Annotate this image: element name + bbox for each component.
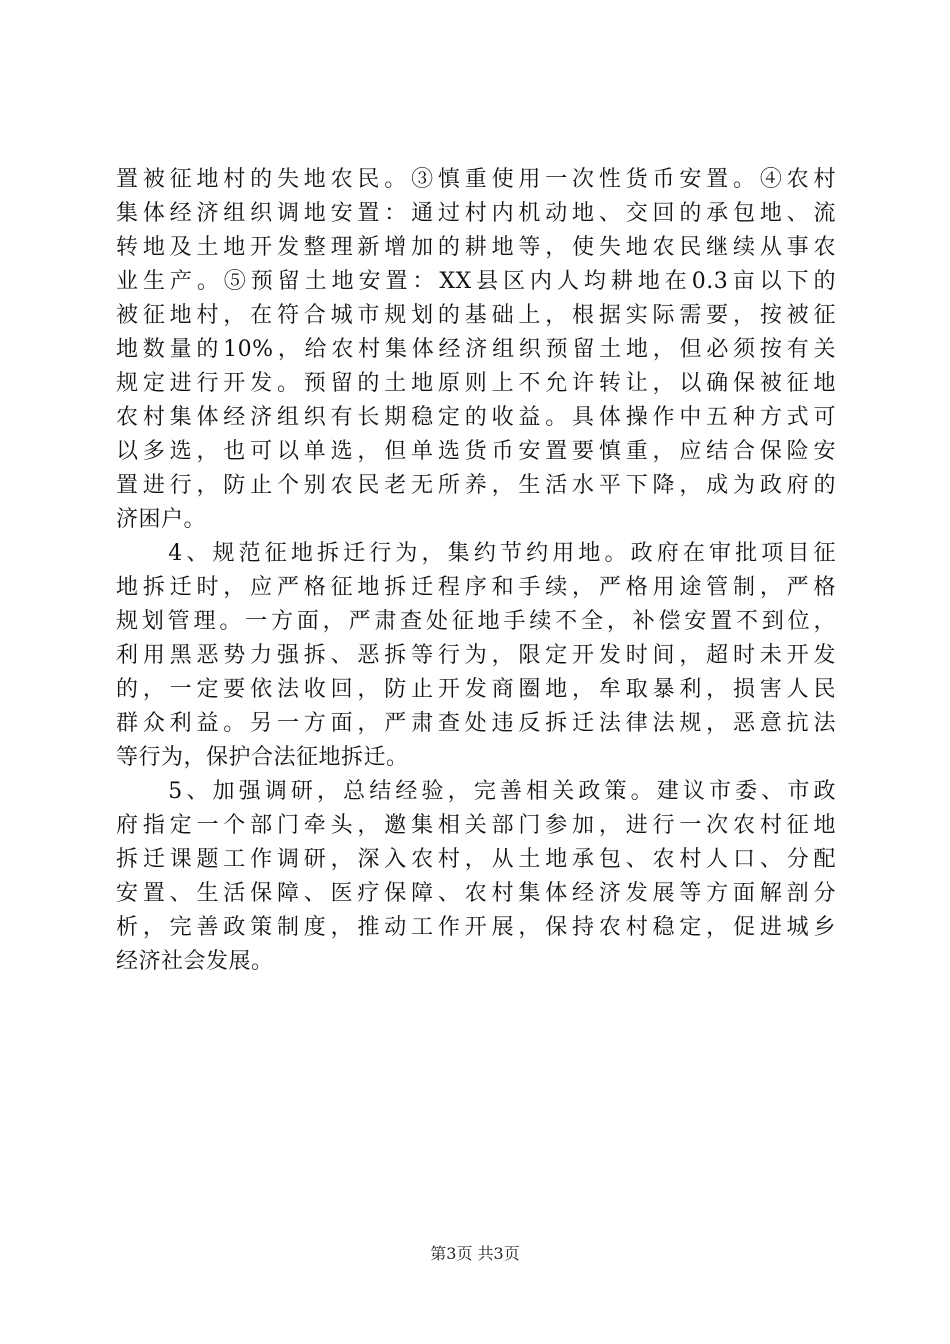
text-line: 业生产。⑤预留土地安置：XX县区内人均耕地在0.3亩以下的 — [116, 269, 836, 294]
text-line: 群众利益。另一方面，严肃查处违反拆迁法律法规，恶意抗法 — [116, 711, 836, 736]
text-line: 规定进行开发。预留的土地原则上不允许转让，以确保被征地 — [116, 371, 836, 396]
text-line: 集体经济组织调地安置：通过村内机动地、交回的承包地、流 — [116, 201, 836, 226]
text-line: 地数量的10%，给农村集体经济组织预留土地，但必须按有关 — [116, 337, 836, 362]
text-line: 转地及土地开发整理新增加的耕地等，使失地农民继续从事农 — [116, 235, 836, 260]
text-line: 置进行，防止个别农民老无所养，生活水平下降，成为政府的 — [116, 473, 836, 498]
text-line: 济困户。 — [116, 507, 207, 532]
text-line: 被征地村，在符合城市规划的基础上，根据实际需要，按被征 — [116, 303, 836, 328]
text-line: 经济社会发展。 — [116, 949, 274, 974]
text-line: 析，完善政策制度，推动工作开展，保持农村稳定，促进城乡 — [116, 915, 836, 940]
text-line: 利用黑恶势力强拆、恶拆等行为，限定开发时间，超时未开发 — [116, 643, 836, 668]
text-line: 拆迁课题工作调研，深入农村，从土地承包、农村人口、分配 — [116, 847, 836, 872]
text-line: 4、规范征地拆迁行为，集约节约用地。政府在审批项目征 — [116, 541, 836, 566]
text-line: 农村集体经济组织有长期稳定的收益。具体操作中五种方式可 — [116, 405, 836, 430]
text-line: 安置、生活保障、医疗保障、农村集体经济发展等方面解剖分 — [116, 881, 836, 906]
text-line: 置被征地村的失地农民。③慎重使用一次性货币安置。④农村 — [116, 167, 836, 192]
text-line: 以多选，也可以单选，但单选货币安置要慎重，应结合保险安 — [116, 439, 836, 464]
text-line: 府指定一个部门牵头，邀集相关部门参加，进行一次农村征地 — [116, 813, 836, 838]
text-line: 规划管理。一方面，严肃查处征地手续不全，补偿安置不到位， — [116, 609, 836, 634]
document-body — [116, 163, 836, 979]
page-number-footer: 第3页 共3页 — [430, 1244, 520, 1263]
text-line: 5、加强调研，总结经验，完善相关政策。建议市委、市政 — [116, 779, 836, 804]
text-line: 地拆迁时，应严格征地拆迁程序和手续，严格用途管制，严格 — [116, 575, 836, 600]
text-line: 的，一定要依法收回，防止开发商圈地，牟取暴利，损害人民 — [116, 677, 836, 702]
text-line: 等行为，保护合法征地拆迁。 — [116, 745, 409, 770]
